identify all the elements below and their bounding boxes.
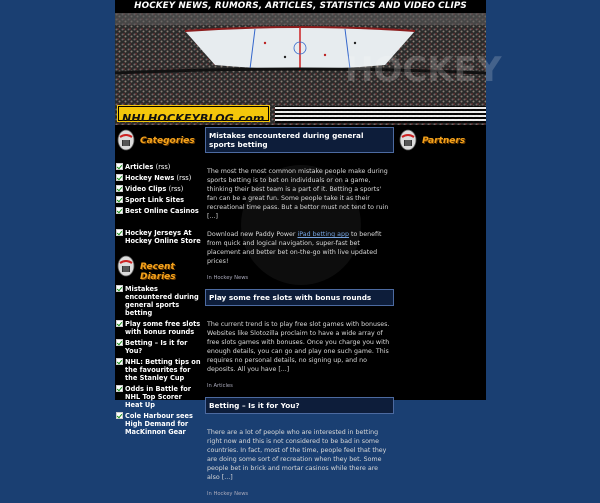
post-title[interactable]: Betting – Is it for You? bbox=[205, 397, 394, 414]
watermark-text: HOCKEY bbox=[345, 50, 502, 90]
left-sidebar bbox=[115, 125, 201, 436]
check-icon bbox=[116, 196, 123, 203]
post-excerpt: The current trend is to play free slot games with bonuses. Websites like Slotozilla proclaim to have a wide array of free slots games with bonuses. Once you charge you with enough details, you can go and play one such game. This requires no personal details, no signing up, and no deposits. All you have [...] bbox=[207, 321, 390, 373]
recent-diaries-list bbox=[115, 281, 201, 436]
post bbox=[205, 127, 394, 287]
site-logo-text: NHLHOCKEYBLOG.com bbox=[122, 112, 265, 125]
post-promo: Download new Paddy Power iPad betting app to benefit from quick and logical navigation, super-fast bet placement and better bet on-the-go with live updated prices! bbox=[207, 231, 382, 265]
check-icon bbox=[116, 185, 123, 192]
post-title[interactable]: Mistakes encountered during general sports betting bbox=[205, 127, 394, 153]
page bbox=[115, 0, 502, 497]
partners-heading bbox=[397, 125, 486, 155]
categories-heading bbox=[115, 125, 201, 155]
post-excerpt: The most the most common mistake people make during sports betting is to bet on individuals or on a game, thinking their best team is a part of it. Betting a sports' fan can be a great fun. Some people take it as their recreational time pass. But a bettor must not tend to ruin [...] bbox=[207, 168, 389, 220]
recent-item[interactable]: Odds in Battle for NHL Top Scorer Heat Up bbox=[116, 385, 201, 409]
recent-item[interactable]: Betting – Is it for You? bbox=[116, 339, 201, 355]
recent-item[interactable]: Cole Harbour sees High Demand for MacKinnon Gear bbox=[116, 412, 201, 436]
category-item[interactable]: Articles (rss) bbox=[116, 163, 201, 171]
check-icon bbox=[116, 358, 123, 365]
category-item[interactable]: Video Clips (rss) bbox=[116, 185, 201, 193]
post-category[interactable]: In Hockey News bbox=[207, 491, 249, 497]
site-logo[interactable] bbox=[118, 106, 269, 125]
recent-diaries-title: Recent Diaries bbox=[140, 262, 176, 282]
goalie-mask-icon bbox=[117, 129, 135, 151]
check-icon bbox=[116, 174, 123, 181]
recent-diaries-heading bbox=[115, 251, 201, 281]
check-icon bbox=[116, 229, 123, 236]
post-category[interactable]: In Hockey News bbox=[207, 275, 249, 281]
recent-item[interactable]: Play some free slots with bonus rounds bbox=[116, 320, 201, 336]
goalie-mask-icon bbox=[117, 255, 135, 277]
recent-item[interactable]: Mistakes encountered during general sports betting bbox=[116, 285, 201, 317]
post-excerpt: There are a lot of people who are interested in betting right now and this is not considered to be bad in some countries. In fact, most of the time, people feel that they are doing some sort of recreation when they bet. Some people bet in brick and mortar casinos while there are also [...] bbox=[207, 429, 387, 481]
goalie-mask-icon bbox=[399, 129, 417, 151]
category-item[interactable]: Hockey Jerseys At Hockey Online Store bbox=[116, 229, 201, 245]
site-tagline: HOCKEY NEWS, RUMORS, ARTICLES, STATISTICS AND VIDEO CLIPS bbox=[134, 1, 467, 11]
post bbox=[205, 397, 394, 503]
category-item[interactable]: Sport Link Sites bbox=[116, 196, 201, 204]
header-stripes bbox=[275, 106, 486, 123]
post-title[interactable]: Play some free slots with bonus rounds bbox=[205, 289, 394, 306]
check-icon bbox=[116, 385, 123, 392]
category-item[interactable]: Hockey News (rss) bbox=[116, 174, 201, 182]
right-sidebar bbox=[397, 125, 486, 400]
check-icon bbox=[116, 207, 123, 214]
post bbox=[205, 289, 394, 395]
post-category[interactable]: In Articles bbox=[207, 383, 233, 389]
category-item[interactable]: Best Online Casinos bbox=[116, 207, 201, 215]
post-body bbox=[205, 414, 394, 482]
post-body bbox=[205, 153, 394, 266]
check-icon bbox=[116, 163, 123, 170]
header-banner bbox=[115, 0, 502, 125]
partners-title: Partners bbox=[422, 136, 466, 146]
post-body bbox=[205, 306, 394, 374]
main-content bbox=[201, 125, 397, 497]
check-icon bbox=[116, 412, 123, 419]
categories-list bbox=[115, 155, 201, 245]
recent-item[interactable]: NHL: Betting tips on the favourites for the Stanley Cup bbox=[116, 358, 201, 382]
check-icon bbox=[116, 285, 123, 292]
ipad-app-link[interactable]: iPad betting app bbox=[297, 231, 349, 238]
check-icon bbox=[116, 320, 123, 327]
spacer bbox=[116, 218, 201, 226]
check-icon bbox=[116, 339, 123, 346]
categories-title: Categories bbox=[140, 136, 195, 146]
